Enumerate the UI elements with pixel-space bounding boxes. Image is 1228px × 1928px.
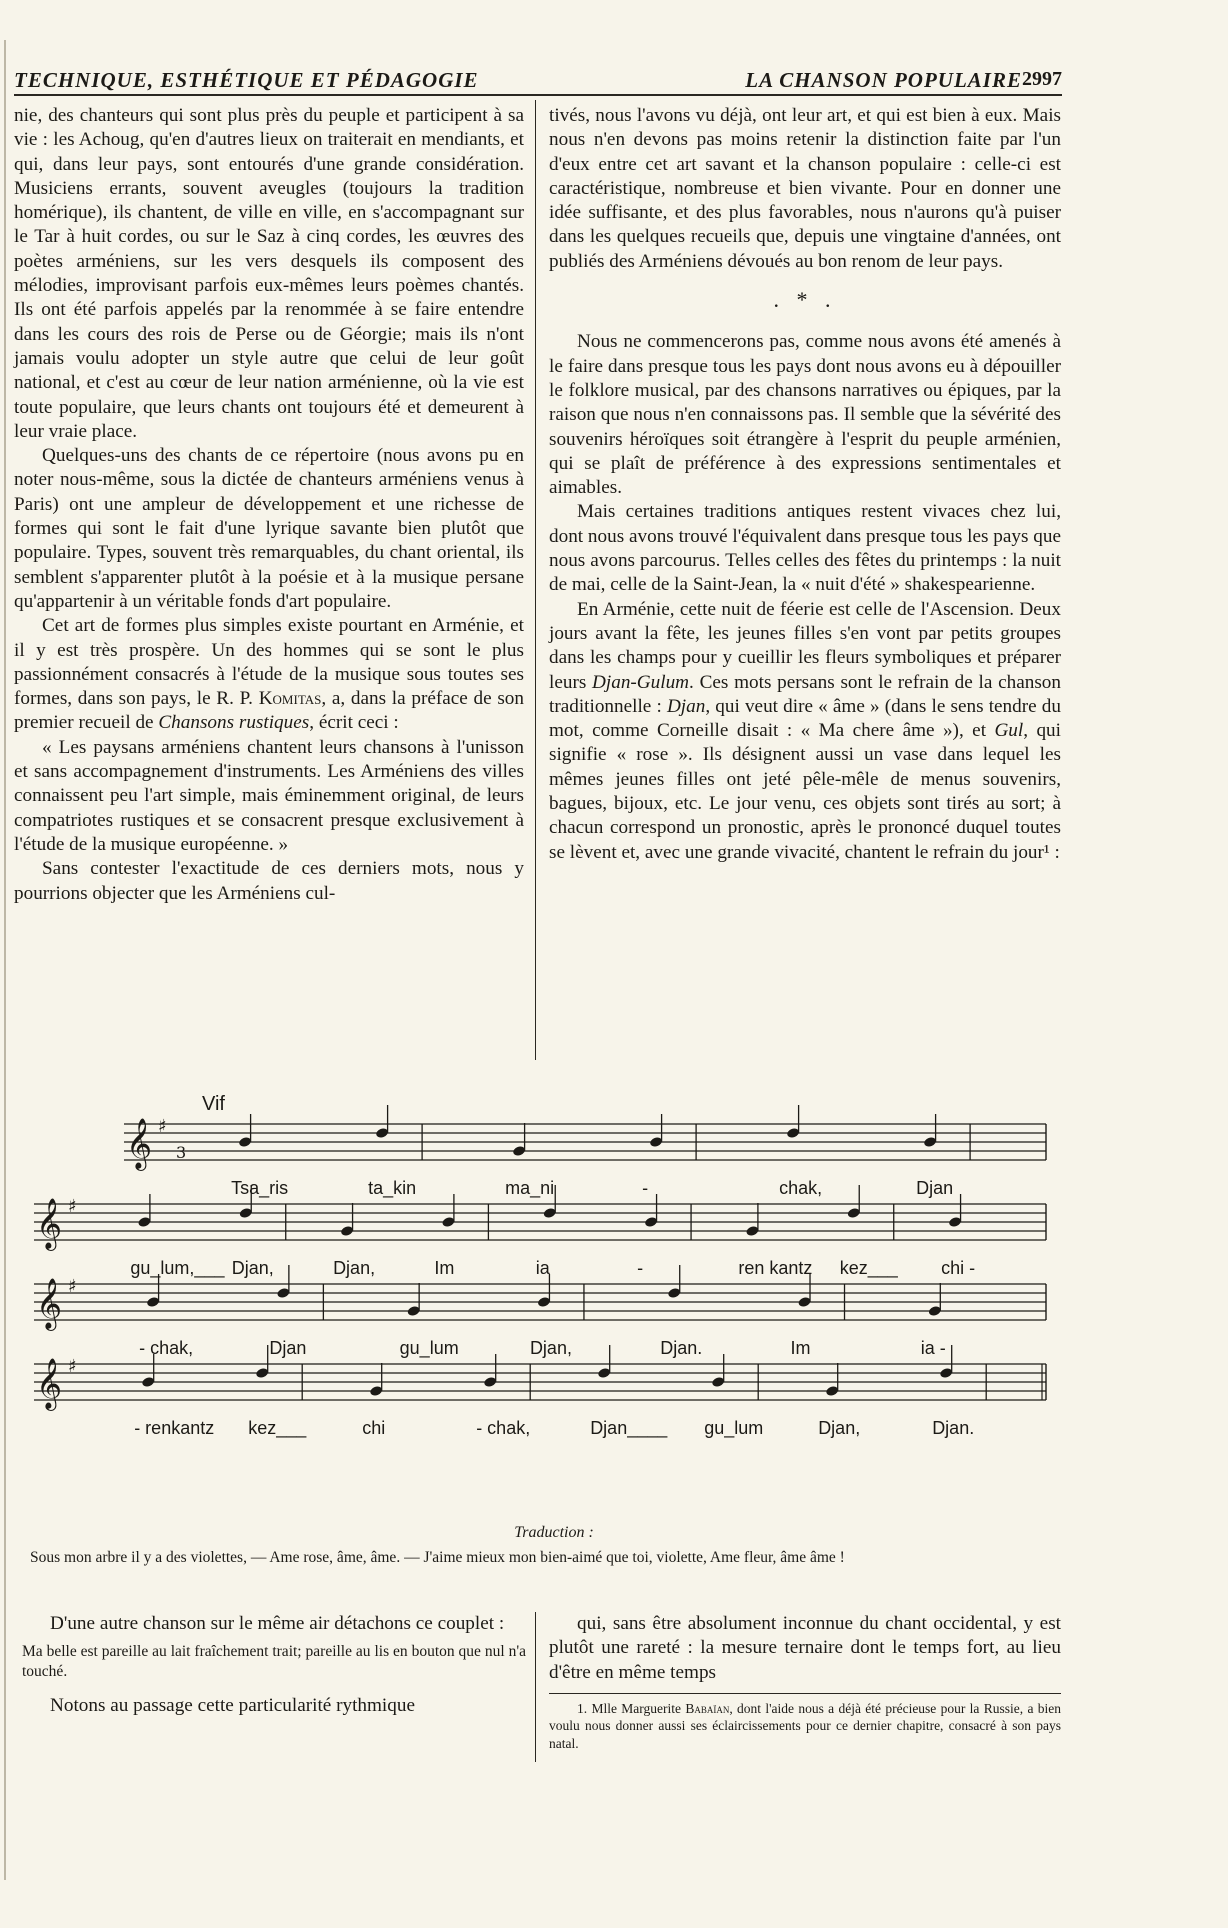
musical-score — [14, 1080, 1064, 1520]
book-title: Chansons rustiques — [158, 712, 310, 734]
paragraph: Notons au passage cette particularité rythmique — [50, 1695, 415, 1717]
lyric-syllable: - — [642, 1178, 649, 1198]
lyric-syllable: gu_lum,___ — [130, 1258, 225, 1278]
lyric-syllable: kez___ — [839, 1258, 898, 1278]
lyric-syllable: Im — [790, 1338, 811, 1358]
lyric-syllable: Tsa_ris — [231, 1178, 289, 1198]
lyric-syllable: - chak, — [139, 1338, 194, 1358]
running-header — [14, 66, 1062, 96]
translation-block — [14, 1524, 1064, 1568]
paragraph: tivés, nous l'avons vu déjà, ont leur art, et qui est bien à eux. Mais nous n'en devons pas moins retenir la distinction faite par l'un d'eux entre cet art savant et la chanson populaire : celle-ci est caractéristique, nombreuse et bien vivante. Pour en donner une idée suffisante, et des plus favorables, nous n'aurons qu'à puiser dans les quelques recueils que, depuis une vingtaine d'années, ont publiés des Arméniens dévoués au bon renom de leur pays. — [549, 105, 1061, 272]
paragraph: Sans contester l'exactitude de ces derniers mots, nous y pourrions objecter que les Arméniens cul- — [14, 858, 524, 904]
lyric-syllable: kez___ — [248, 1418, 307, 1438]
lyric-syllable: Djan — [916, 1178, 954, 1198]
lower-column-right — [549, 1612, 1061, 1752]
treble-clef: 𝄞 — [126, 1118, 153, 1169]
lyric-syllable: - — [637, 1258, 644, 1278]
key-signature-sharp: ♯ — [68, 1276, 77, 1297]
lyric-syllable: chi — [362, 1418, 386, 1438]
lyric-syllable: Djan____ — [590, 1418, 668, 1438]
lyric-syllable: ia - — [920, 1338, 946, 1358]
key-signature-sharp: ♯ — [158, 1116, 167, 1137]
page-number: 2997 — [1022, 68, 1062, 90]
lyric-syllable: Djan, — [818, 1418, 861, 1438]
lyric-syllable: Djan, — [529, 1338, 572, 1358]
lyric-syllable: Im — [434, 1258, 455, 1278]
paragraph: qui, sans être absolument inconnue du chant occidental, y est plutôt une rareté : la mesure ternaire dont le temps fort, au lieu d'être en même temps — [549, 1613, 1061, 1683]
lyric-syllable: ta_kin — [368, 1178, 417, 1198]
lyric-syllable: - chak, — [476, 1418, 531, 1438]
lyric-syllable: - renkantz — [134, 1418, 215, 1438]
lyric-syllable: Djan, — [333, 1258, 376, 1278]
header-right-title: LA CHANSON POPULAIRE — [745, 68, 1022, 92]
paragraph: D'une autre chanson sur le même air détachons ce couplet : — [50, 1613, 505, 1634]
lyric-syllable: Djan — [269, 1338, 307, 1358]
lyric-syllable: gu_lum — [399, 1338, 459, 1358]
lyric-syllable: Djan. — [932, 1418, 975, 1438]
paragraph: Quelques-uns des chants de ce répertoire (nous avons pu en noter nous-même, sous la dictée de chanteurs arméniens venus à Paris) ont une ampleur de développement et une richesse de formes qui sont le fait d'une lyrique savante bien plutôt que populaire. Types, souvent très remarquables, du chant oriental, ils semblent s'apparenter plutôt à la poésie et à la musique persane qu'appartenir à un véritable fonds d'art populaire. — [14, 445, 524, 612]
page-edge-rule — [4, 40, 6, 1880]
time-signature: 3 — [176, 1143, 187, 1162]
key-signature-sharp: ♯ — [68, 1356, 77, 1377]
author-name: Komitas — [258, 688, 322, 710]
column-divider — [535, 1612, 536, 1762]
lyric-syllable: ia — [535, 1258, 550, 1278]
lyric-syllable: Djan. — [660, 1338, 703, 1358]
translation-text: Sous mon arbre il y a des violettes, — Ame rose, âme, âme. — J'aime mieux mon bien-aimé que toi, violette, Ame fleur, âme âme ! — [30, 1549, 845, 1566]
key-signature-sharp: ♯ — [68, 1196, 77, 1217]
paragraph: En Arménie, cette nuit de féerie est celle de l'Ascension. Deux jours avant la fête, les jeunes filles s'en vont par petits groupes dans les champs pour y cueillir les fleurs symboliques et préparer leurs Djan-Gulum. Ces mots persans sont le refrain de la chanson traditionnelle : Djan, qui veut dire « âme » (dans le sens tendre du mot, comme Corneille disait : « Ma chere âme »), et Gul, qui signifie « rose ». Ils désignent aussi un vase dans lequel les mêmes jeunes filles ont jeté pêle-mêle de menus souvenirs, bagues, bijoux, etc. Le jour venu, ces objets sont tirés au sort; à chacun correspond un pronostic, après le prononcé duquel toutes se lèvent et, avec une grande vivacité, chantent le refrain du jour¹ : — [549, 598, 1061, 863]
treble-clef: 𝄞 — [36, 1198, 63, 1249]
paragraph: Mais certaines traditions antiques restent vivaces chez lui, dont nous avons trouvé l'équivalent dans presque tous les pays que nous avons parcourus. Telles celles des fêtes du printemps : la nuit de mai, celle de la Saint-Jean, la « nuit d'été » shakespearienne. — [549, 501, 1061, 596]
lyric-syllable: Djan, — [231, 1258, 274, 1278]
paragraph: Cet art de formes plus simples existe pourtant en Arménie, et il y est très prospère. Un des hommes qui se sont le plus passionnément consacrés à l'étude de la musique sous toutes ses formes, dans son pays, le R. P. Komitas, a, dans la préface de son premier recueil de Chansons rustiques, écrit ceci : — [14, 615, 524, 734]
paragraph: nie, des chanteurs qui sont plus près du peuple et participent à sa vie : les Achoug, qu'en d'autres lieux on traiterait en mendiants, et qui, dans leur pays, sont entourés d'une grande considération. Musiciens errants, souvent aveugles (toujours la tradition homérique), ils chantent, de ville en ville, en s'accompagnant sur le Tar à huit cordes, ou sur le Saz à cinq cordes, les œuvres des poètes arméniens, sur les vers desquels ils composent des mélodies, improvisant parfois eux-mêmes leurs poèmes chantés. Ils ont été parfois appelés par la renommée à se faire entendre dans les cours des rois de Perse ou de Géorgie; mais ils n'ont jamais voulu adopter un style autre que celui de leur goût national, et c'est au cœur de leur nation arménienne, où la vie est toute populaire, que leurs chants ont toujours été et demeurent à leur vraie place. — [14, 105, 524, 442]
tempo-marking: Vif — [202, 1093, 225, 1115]
lyric-syllable: chi - — [941, 1258, 976, 1278]
header-left-title: TECHNIQUE, ESTHÉTIQUE ET PÉDAGOGIE — [14, 68, 479, 92]
treble-clef: 𝄞 — [36, 1358, 63, 1409]
lyric-syllable: gu_lum — [704, 1418, 764, 1438]
quotation: « Les paysans arméniens chantent leurs chansons à l'unisson et sans accompagnement d'instruments. Les Arméniens des villes connaissent peu l'art simple, mais éminemment original, de leurs compatriotes rustiques et se consacrent presque exclusivement à l'étude de la musique européenne. » — [14, 736, 524, 855]
lyric-syllable: ma_ni — [505, 1178, 555, 1198]
paragraph: Nous ne commencerons pas, comme nous avons été amenés à le faire dans presque tous les pays dont nous avons eu à dépouiller le folklore musical, par des chansons narratives ou épiques, par la raison que nous n'en connaissons pas. Il semble que la sévérité des souvenirs héroïques soit étrangère à l'esprit du peuple arménien, qui se plaît de préférence à des expressions sentimentales et aimables. — [549, 331, 1061, 499]
music-notation — [14, 1080, 1064, 1520]
column-divider — [535, 100, 536, 1060]
lower-column-left — [22, 1612, 526, 1719]
lyric-syllable: chak, — [779, 1178, 823, 1198]
section-break-stars: . * . — [773, 287, 837, 313]
translation-heading: Traduction : — [514, 1524, 594, 1541]
lyric-syllable: ren kantz — [738, 1258, 813, 1278]
column-right — [549, 104, 1061, 865]
treble-clef: 𝄞 — [36, 1278, 63, 1329]
footnote: 1. Mlle Marguerite Babaïan, dont l'aide nous a déjà été précieuse pour la Russie, a bien voulu nous donner aussi ses éclaircissements pour ce dernier chapitre, consacré à son pays natal. — [549, 1693, 1061, 1753]
song-couplet: Ma belle est pareille au lait fraîchement trait; pareille au lis en bouton que nul n'a touché. — [22, 1643, 526, 1681]
column-left — [14, 104, 524, 906]
